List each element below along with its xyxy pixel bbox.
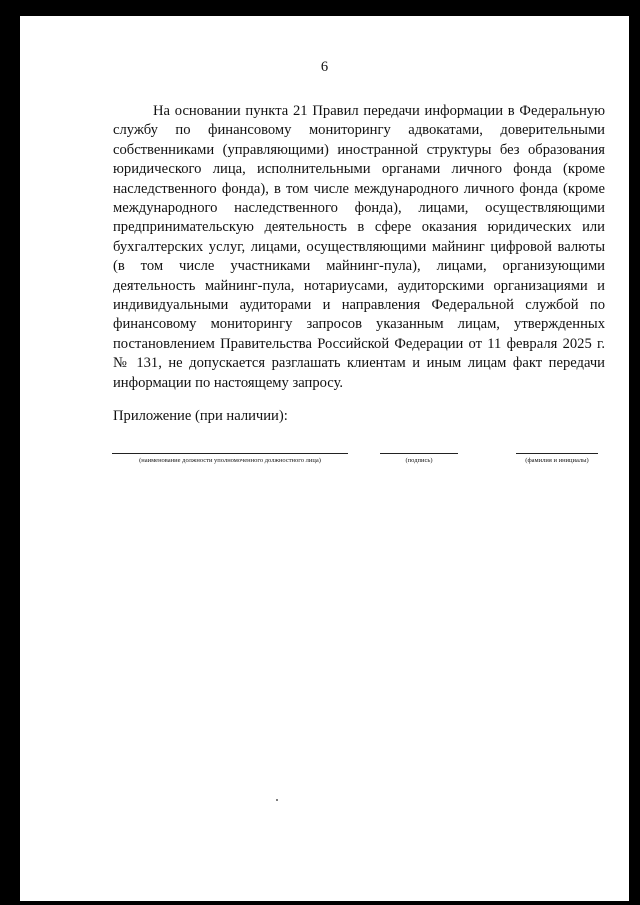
- signature-field: [376, 453, 462, 465]
- position-caption: (наименование должности уполномоченного должностного лица): [139, 457, 321, 464]
- signature-caption: (подпись): [405, 457, 433, 464]
- name-field: [508, 453, 606, 465]
- main-paragraph: На основании пункта 21 Правил передачи информации в Федеральную службу по финансовому мониторингу адвокатами, доверительными собственниками (управляющими) иностранной структуры без образования юридического лица, исполнительными органами личного фонда (кроме наследственного фонда), в том числе международного личного фонда (кроме международного наследственного фонда), лицами, осуществляющими предпринимательскую деятельность в сфере оказания юридических или бухгалтерских услуг, лицами, осуществляющими майнинг цифровой валюты (в том числе участниками майнинг-пула), лицами, организующими деятельность майнинг-пула, нотариусами, аудиторскими организациями и индивидуальными аудиторами и направления Федеральной службой по финансовому мониторингу запросов указанным лицам, утвержденных постановлением Правительства Российской Федерации от 11 февраля 2025 г. № 131, не допускается разглашать клиентам и иным лицам факт передачи информации по настоящему запросу.: [113, 103, 605, 391]
- attachment-label: Приложение (при наличии):: [113, 408, 288, 424]
- document-page: [20, 16, 629, 901]
- name-caption: (фамилия и инициалы): [525, 457, 589, 464]
- page-number: 6: [320, 59, 329, 75]
- position-field: [112, 453, 348, 465]
- scan-speck: [276, 799, 278, 801]
